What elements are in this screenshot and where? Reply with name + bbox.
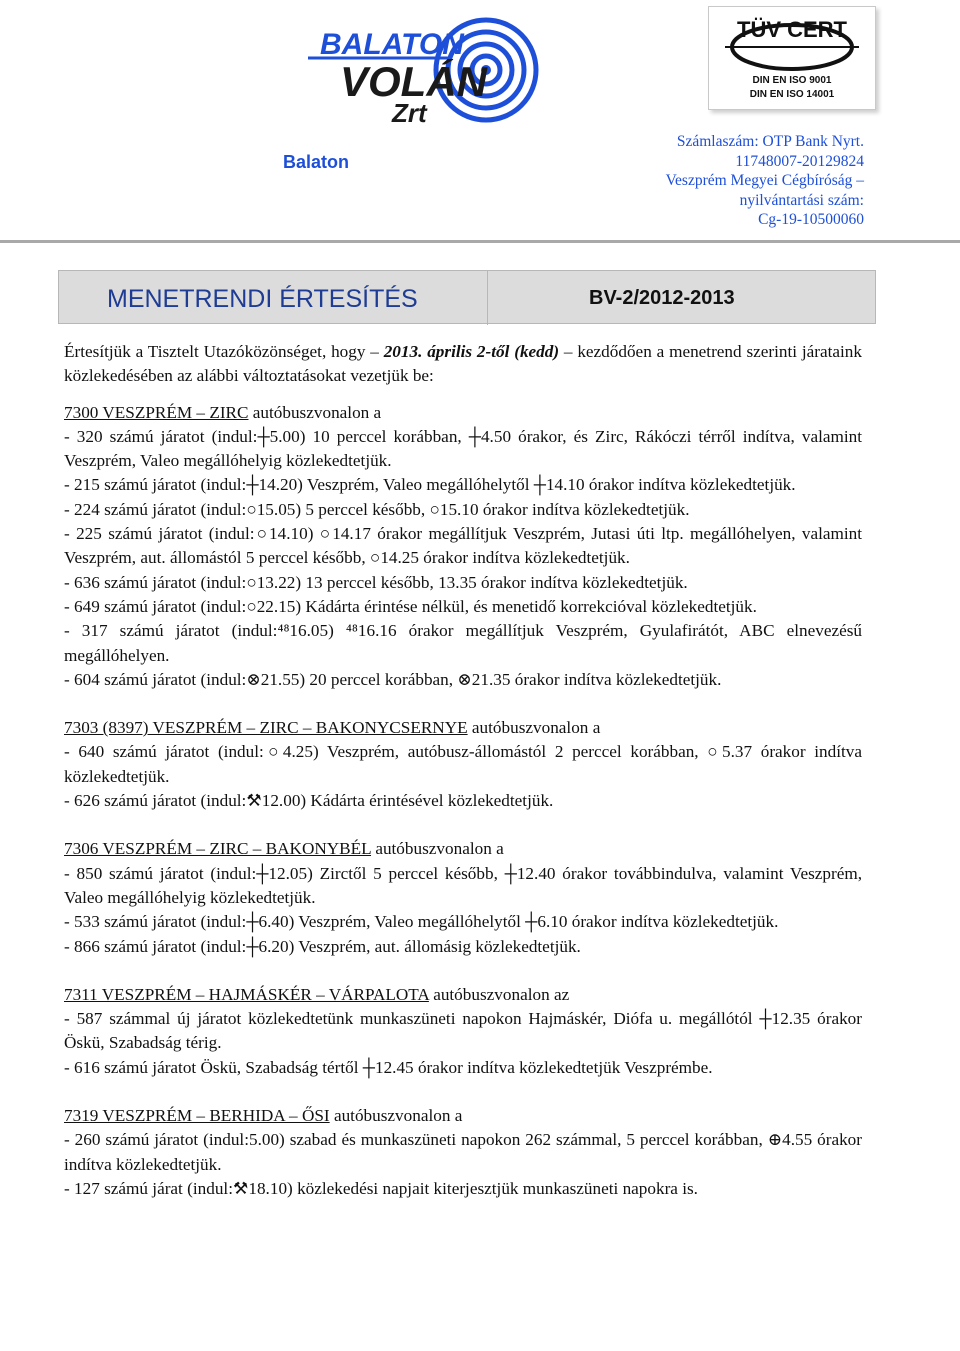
schedule-change-item: - 616 számú járatot Öskü, Szabadság tértől ┼12.45 órakor indítva közlekedtetjük Veszprémbe. xyxy=(64,1057,713,1077)
header-divider xyxy=(0,240,960,243)
target-logo-icon xyxy=(300,14,550,126)
notice-body xyxy=(64,340,862,1201)
schedule-change-item: - 640 számú járatot (indul:○4.25) Veszprém, autóbusz-állomástól 2 perccel korábban, ○5.37 órakor indítva közlekedtetjük. xyxy=(64,742,862,786)
route-name: 7306 VESZPRÉM – ZIRC – BAKONYBÉL xyxy=(64,839,372,859)
registry-number-line: Cg-19-10500060 xyxy=(758,211,864,228)
route-suffix: autóbuszvonalon a xyxy=(467,718,601,738)
schedule-change-item: - 626 számú járatot (indul:⚒12.00) Kádárta érintésével közlekedtetjük. xyxy=(64,791,554,811)
intro-date: 2013. április 2-től (kedd) xyxy=(383,342,560,361)
schedule-change-item: - 225 számú járatot (indul:○14.10) ○14.17 órakor megállítjuk Veszprém, Jutasi úti ltp. megállóhelyen, valamint Veszprém, aut. állomástól 5 perccel később, ○14.25 órakor indítva közlekedtetjük. xyxy=(64,524,862,568)
iso-14001-label: DIN EN ISO 14001 xyxy=(749,89,835,100)
logo-text-zrt: Zrt xyxy=(392,98,427,126)
schedule-change-item: - 587 számmal új járatot közlekedtetünk munkaszüneti napokon Hajmáskér, Diófa u. megállótól ┼12.35 órakor Öskü, Szabadság térig. xyxy=(64,1009,862,1053)
spacer xyxy=(64,959,862,983)
court-line: Veszprém Megyei Cégbíróság – xyxy=(665,172,864,189)
route-name: 7300 VESZPRÉM – ZIRC xyxy=(64,402,249,422)
route-heading xyxy=(64,837,862,861)
schedule-change-item: - 533 számú járatot (indul:┼6.40) Veszprém, Valeo megállóhelytől ┼6.10 órakor indítva közlekedtetjük. xyxy=(64,912,779,932)
route-name: 7311 VESZPRÉM – HAJMÁSKÉR – VÁRPALOTA xyxy=(64,984,429,1004)
registry-label-line: nyilvántartási szám: xyxy=(739,191,864,209)
title-bar-divider xyxy=(487,271,488,325)
schedule-change-item: - 260 számú járatot (indul:5.00) szabad és munkaszüneti napokon 262 számmal, 5 perccel korábban, ⊕4.55 órakor indítva közlekedtetjük. xyxy=(64,1130,862,1174)
schedule-change-item: - 604 számú járatot (indul:⊗21.55) 20 perccel korábban, ⊗21.35 órakor indítva közlekedtetjük. xyxy=(64,669,722,689)
schedule-change-item: - 866 számú járatot (indul:┼6.20) Veszprém, aut. állomásig közlekedtetjük. xyxy=(64,936,581,956)
page-title: MENETRENDI ÉRTESÍTÉS xyxy=(107,285,418,313)
tuv-logo-text: TÜV CERT xyxy=(737,17,847,42)
brand-name: Balaton xyxy=(283,152,350,172)
intro-text-start: Értesítjük a Tisztelt Utazóközönséget, hogy – xyxy=(64,342,384,361)
intro-text-end: – kezdődően a menetrend szerinti járataink közlekedésében az alábbi változtatásokat vezetjük be: xyxy=(64,342,862,386)
route-name: 7303 (8397) VESZPRÉM – ZIRC – BAKONYCSERNYE xyxy=(64,718,468,738)
document-code: BV-2/2012-2013 xyxy=(589,287,735,309)
route-suffix: autóbuszvonalon az xyxy=(428,984,570,1004)
bank-account-line: Számlaszám: OTP Bank Nyrt. xyxy=(676,133,864,150)
iso-9001-label: DIN EN ISO 9001 xyxy=(752,75,832,86)
route-suffix: autóbuszvonalon a xyxy=(248,402,382,422)
company-info xyxy=(564,132,864,230)
route-suffix: autóbuszvonalon a xyxy=(371,839,504,859)
spacer xyxy=(64,692,862,716)
route-heading xyxy=(64,983,862,1007)
schedule-change-item: - 317 számú járatot (indul:⁴⁸16.05) ⁴⁸16.16 órakor megállítjuk Veszprém, Gyulafirátót, ABC elnevezésű megállóhelyen. xyxy=(64,621,862,665)
intro-paragraph xyxy=(64,340,862,389)
schedule-change-item: - 127 számú járat (indul:⚒18.10) közlekedési napjait kiterjesztjük munkaszüneti napokra is. xyxy=(64,1178,698,1198)
route-heading xyxy=(64,716,862,740)
logo-text-volan: VOLÁN xyxy=(340,58,487,105)
route-heading xyxy=(64,401,862,425)
schedule-change-item: - 649 számú járatot (indul:○22.15) Kádárta érintése nélkül, és menetidő korrekcióval közlekedtetjük. xyxy=(64,596,757,616)
schedule-change-item: - 215 számú járatot (indul:┼14.20) Veszprém, Valeo megállóhelytől ┼14.10 órakor indítva közlekedtetjük. xyxy=(64,475,796,495)
route-list xyxy=(64,401,862,1202)
schedule-change-item: - 320 számú járatot (indul:┼5.00) 10 perccel korábban, ┼4.50 órakor, és Zirc, Rákóczi térről indítva, valamint Veszprém, Valeo megállóhelyig közlekedtetjük. xyxy=(64,426,862,471)
spacer xyxy=(64,813,862,837)
logo-text-balaton: BALATON xyxy=(320,28,464,61)
tuv-cert-badge xyxy=(708,6,876,110)
route-name: 7319 VESZPRÉM – BERHIDA – ŐSI xyxy=(64,1106,330,1126)
route-heading xyxy=(64,1104,862,1128)
title-bar xyxy=(58,270,876,324)
balaton-volan-logo xyxy=(300,14,550,126)
tuv-logo-icon xyxy=(715,11,869,73)
schedule-change-item: - 850 számú járatot (indul:┼12.05) Zirctől 5 perccel később, ┼12.40 órakor továbbindulva, valamint Veszprém, Valeo megállóhelyig közlekedtetjük. xyxy=(64,863,862,907)
schedule-change-item: - 224 számú járatot (indul:○15.05) 5 perccel később, ○15.10 órakor indítva közlekedtetjük. xyxy=(64,499,690,519)
schedule-change-item: - 636 számú járatot (indul:○13.22) 13 perccel később, 13.35 órakor indítva közlekedtetjük. xyxy=(64,572,688,592)
spacer xyxy=(64,389,862,401)
account-number-line: 11748007-20129824 xyxy=(735,152,864,170)
route-suffix: autóbuszvonalon a xyxy=(329,1106,463,1126)
spacer xyxy=(64,1080,862,1104)
